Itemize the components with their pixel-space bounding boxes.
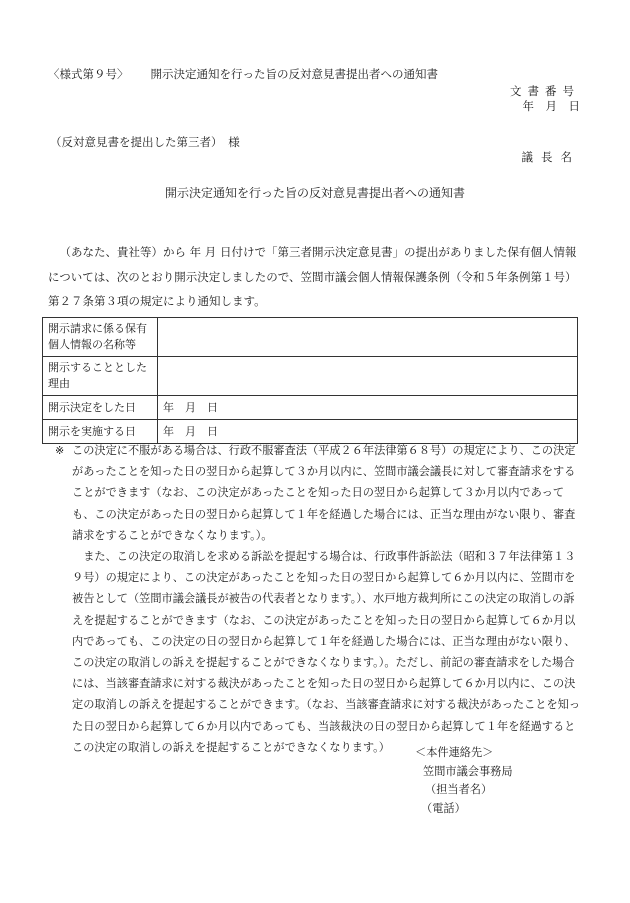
row-label-implementation-date: 開示を実施する日 xyxy=(43,420,158,444)
row-label-reason: 開示することとした理由 xyxy=(43,357,158,396)
document-title: 開示決定通知を行った旨の反対意見書提出者への通知書 xyxy=(164,186,465,200)
row-value-implementation-date: 年 月 日 xyxy=(158,420,578,444)
body-paragraph: （あなた、貴社等）から 年 月 日付けで「第三者開示決定意見書」の提出がありました保有個人情報については、次のとおり開示決定しましたので、笠間市議会個人情報保護条例（令和５年条例第１号）第２７条第３項の規定により通知します。 xyxy=(48,245,577,308)
form-subject: 開示決定通知を行った旨の反対意見書提出者への通知書 xyxy=(150,67,438,81)
contact-person: （担当者名） xyxy=(425,783,493,796)
contact-phone: （電話） xyxy=(421,801,466,815)
row-value-reason xyxy=(158,357,578,396)
document-number: 文書番号 xyxy=(510,84,580,98)
contact-block xyxy=(415,744,513,818)
issue-date: 年 月 日 xyxy=(522,99,580,113)
form-number-line xyxy=(48,66,438,82)
table-row xyxy=(43,318,578,357)
row-label-info-name: 開示請求に係る保有個人情報の名称等 xyxy=(43,318,158,357)
recipient: （反対意見書を提出した第三者） 様 xyxy=(50,135,240,149)
note-appeal-text: この決定に不服がある場合は、行政不服審査法（平成２６年法律第６８号）の規定により、この決定があったことを知った日の翌日から起算して３か月以内に、笠間市議会議長に対して審査請求をすることができます（なお、この決定があったことを知った日の翌日から起算して３か月以内であっても、この決定があった日の翌日から起算して１年を経過した場合には、正当な理由がない限り、審査請求をすることができなくなります。）。 xyxy=(72,444,576,542)
table-row xyxy=(43,357,578,396)
note-lawsuit: また、この決定の取消しを求める訴訟を提起する場合は、行政事件訴訟法（昭和３７年法律第１３９号）の規定により、この決定があったことを知った日の翌日から起算して６か月以内に、笠間市を被告として（笠間市議会議長が被告の代表者となります。）、水戸地方裁判所にこの決定の取消しの訴えを提起することができます（なお、この決定があったことを知った日の翌日から起算して６か月以内であっても、この決定の日の翌日から起算して１年を経過した場合には、正当な理由がない限り、この決定の取消しの訴えを提起することができなくなります。）。ただし、前記の審査請求をした場合には、当該審査請求に対する裁決があったことを知った日の翌日から起算して６か月以内に、この決定の取消しの訴えを提起することができます。（なお、当該審査請求に対する裁決があったことを知った日の翌日から起算して６か月以内であっても、当該裁決の日の翌日から起算して１年を経過するとこの決定の取消しの訴えを提起することができなくなります。） xyxy=(72,550,581,754)
disclosure-info-table xyxy=(42,317,578,444)
contact-heading: ＜本件連絡先＞ xyxy=(415,746,494,759)
row-label-decision-date: 開示決定をした日 xyxy=(43,396,158,420)
note-appeal xyxy=(55,440,583,546)
row-value-decision-date: 年 月 日 xyxy=(158,396,578,420)
table-row xyxy=(43,396,578,420)
contact-office: 笠間市議会事務局 xyxy=(423,764,513,778)
row-value-info-name xyxy=(158,318,578,357)
sender-chair: 議長名 xyxy=(521,150,580,164)
form-number: 〈様式第９号〉 xyxy=(48,67,129,81)
notes-section xyxy=(55,440,583,758)
note-mark: ※ xyxy=(55,444,65,457)
